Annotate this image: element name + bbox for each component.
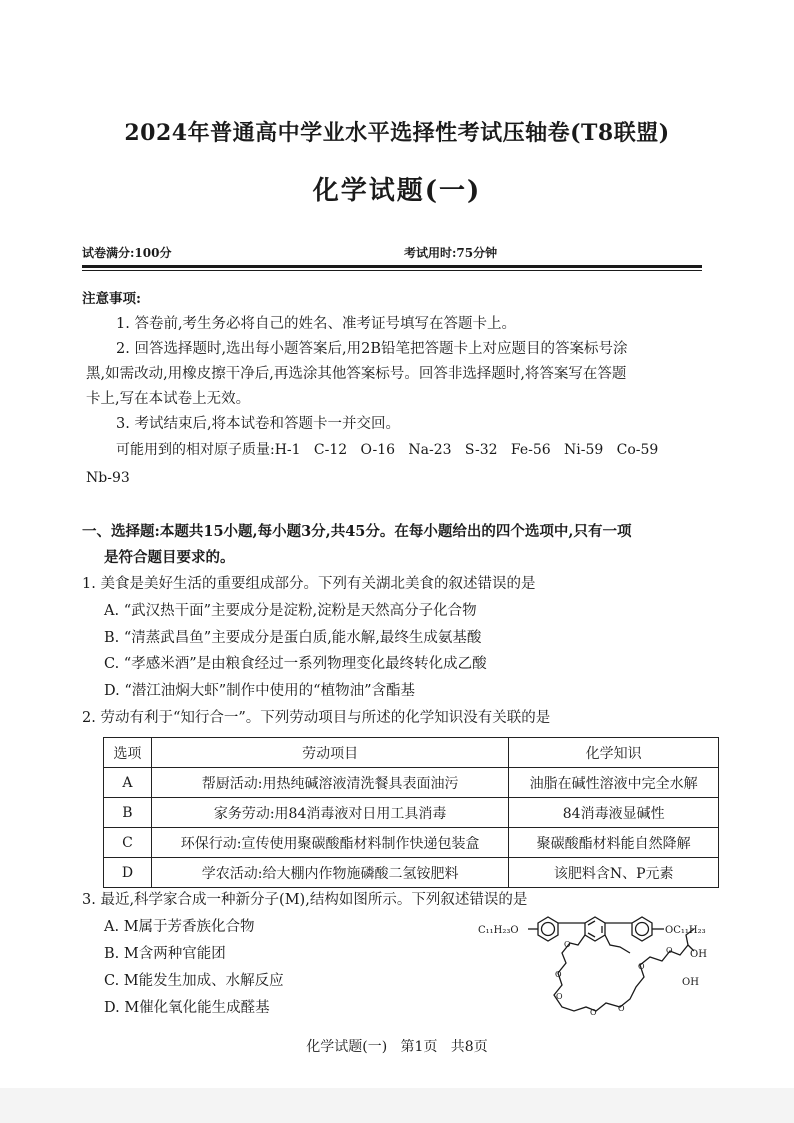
q2-cell-knowledge: 油脂在碱性溶液中完全水解 <box>509 768 719 798</box>
table-row <box>104 858 719 888</box>
right-alkoxy-label: OC₁₁H₂₃ <box>665 925 706 936</box>
q2-cell-option: D <box>104 858 152 888</box>
q2-cell-project: 学农活动:给大棚内作物施磷酸二氢铵肥料 <box>151 858 508 888</box>
q2-cell-option: C <box>104 828 152 858</box>
exam-time: 考试用时:75分钟 <box>404 246 498 260</box>
table-row <box>104 768 719 798</box>
left-alkoxy-label: C₁₁H₂₃O <box>478 925 519 936</box>
q2-cell-project: 帮厨活动:用热纯碱溶液清洗餐具表面油污 <box>151 768 508 798</box>
q2-cell-option: A <box>104 768 152 798</box>
q3-stem: 3. 最近,科学家合成一种新分子(M),结构如图所示。下列叙述错误的是 <box>82 892 528 908</box>
q3-option-d: D. M催化氧化能生成醛基 <box>104 1000 270 1016</box>
q2-table <box>103 737 719 888</box>
q1-option-c: C. “孝感米酒”是由粮食经过一系列物理变化最终转化成乙酸 <box>104 656 487 672</box>
notice-item-2: 2. 回答选择题时,选出每小题答案后,用2B铅笔把答题卡上对应题目的答案标号涂 <box>116 341 628 357</box>
q2-table-header <box>104 738 719 768</box>
q3-option-b: B. M含两种官能团 <box>104 946 226 962</box>
ether-oxygen-label: O <box>666 946 673 955</box>
q2-cell-knowledge: 聚碳酸酯材料能自然降解 <box>509 828 719 858</box>
q2-header-project: 劳动项目 <box>151 738 508 768</box>
notice-heading: 注意事项: <box>82 291 141 307</box>
header-rule-thick <box>82 265 702 268</box>
ether-oxygen-label: O <box>638 962 645 971</box>
header-rule-thin <box>82 270 702 271</box>
ether-oxygen-label: O <box>618 1004 625 1013</box>
q3-option-a: A. M属于芳香族化合物 <box>104 919 255 935</box>
notice-item-1: 1. 答卷前,考生务必将自己的姓名、准考证号填写在答题卡上。 <box>116 316 517 332</box>
notice-item-2-cont2: 卡上,写在本试卷上无效。 <box>86 391 251 407</box>
q1-stem: 1. 美食是美好生活的重要组成部分。下列有关湖北美食的叙述错误的是 <box>82 576 536 592</box>
hydroxyl-label-bottom: OH <box>682 977 699 988</box>
ether-oxygen-label: O <box>555 970 562 979</box>
q2-header-knowledge: 化学知识 <box>509 738 719 768</box>
q2-cell-knowledge: 84消毒液显碱性 <box>509 798 719 828</box>
page-footer: 化学试题(一) 第1页 共8页 <box>306 1039 488 1055</box>
ether-oxygen-label: O <box>564 940 571 949</box>
q2-cell-project: 家务劳动:用84消毒液对日用工具消毒 <box>151 798 508 828</box>
molecule-structure-diagram <box>470 895 730 1030</box>
q2-cell-option: B <box>104 798 152 828</box>
atomic-mass-line: 可能用到的相对原子质量:H-1 C-12 O-16 Na-23 S-32 Fe-56 Ni-59 Co-59 <box>116 442 659 458</box>
notice-item-2-cont: 黑,如需改动,用橡皮擦干净后,再选涂其他答案标号。回答非选择题时,将答案写在答题 <box>86 366 627 382</box>
section1-heading: 一、选择题:本题共15小题,每小题3分,共45分。在每小题给出的四个选项中,只有一项 <box>82 523 632 540</box>
q1-option-a: A. “武汉热干面”主要成分是淀粉,淀粉是天然高分子化合物 <box>104 603 477 619</box>
ether-oxygen-label: O <box>590 1008 597 1017</box>
q2-header-option: 选项 <box>104 738 152 768</box>
table-row <box>104 798 719 828</box>
exam-main-title: 2024年普通高中学业水平选择性考试压轴卷(T8联盟) <box>124 120 670 146</box>
q3-option-c: C. M能发生加成、水解反应 <box>104 973 284 989</box>
q2-stem: 2. 劳动有利于“知行合一”。下列劳动项目与所述的化学知识没有关联的是 <box>82 710 551 726</box>
section1-heading-cont: 是符合题目要求的。 <box>104 549 235 566</box>
table-row <box>104 828 719 858</box>
hydroxyl-label-top: OH <box>690 949 707 960</box>
notice-item-3: 3. 考试结束后,将本试卷和答题卡一并交回。 <box>116 416 401 432</box>
exam-sub-title: 化学试题(一) <box>312 176 482 206</box>
q1-option-d: D. “潜江油焖大虾”制作中使用的“植物油”含酯基 <box>104 683 415 699</box>
q2-cell-knowledge: 该肥料含N、P元素 <box>509 858 719 888</box>
q1-option-b: B. “清蒸武昌鱼”主要成分是蛋白质,能水解,最终生成氨基酸 <box>104 630 482 646</box>
full-score: 试卷满分:100分 <box>82 246 172 260</box>
ether-oxygen-label: O <box>556 992 563 1001</box>
q2-cell-project: 环保行动:宣传使用聚碳酸酯材料制作快递包装盒 <box>151 828 508 858</box>
atomic-mass-line-2: Nb-93 <box>86 470 130 486</box>
